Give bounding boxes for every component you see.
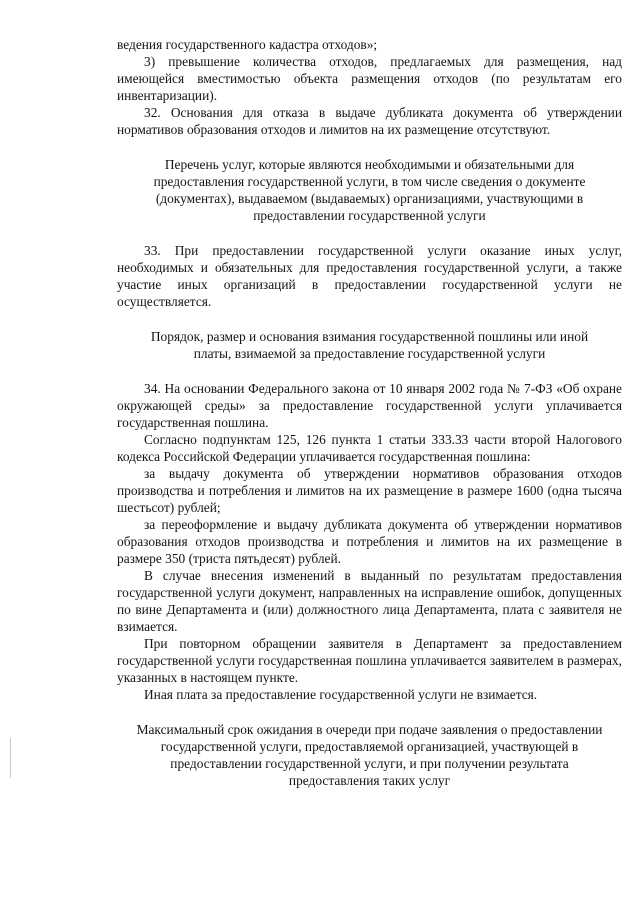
paragraph-no-other-fee: Иная плата за предоставление государственной услуги не взимается. xyxy=(144,687,538,702)
paragraph-item-3: 3) превышение количества отходов, предлагаемых для размещения, над имеющейся вместимостью объекта размещения отходов (по результатам его инвентаризации). xyxy=(117,54,622,103)
paragraph-repeat-application: При повторном обращении заявителя в Департамент за предоставлением государственной услуги государственная пошлина уплачивается заявителем в размерах, указанных в настоящем пункте. xyxy=(117,636,622,685)
section-heading-fees: Порядок, размер и основания взимания государственной пошлины или иной платы, взимаемой за предоставление государственной услуги xyxy=(150,329,589,361)
paragraph-fee-issue: за выдачу документа об утверждении нормативов образования отходов производства и потребления и лимитов на их размещение в размере 1600 (одна тысяча шестьсот) рублей; xyxy=(117,466,622,515)
paragraph-34: 34. На основании Федерального закона от 10 января 2002 года № 7-ФЗ «Об охране окружающей среды» за предоставление государственной услуги уплачивается государственная пошлина. xyxy=(117,381,622,430)
paragraph-32: 32. Основания для отказа в выдаче дубликата документа об утверждении нормативов образования отходов и лимитов на их размещение отсутствуют. xyxy=(117,105,622,137)
paragraph-fee-duplicate: за переоформление и выдачу дубликата документа об утверждении нормативов образования отходов производства и потребления и лимитов на их размещение в размере 350 (триста пятьдесят) рублей. xyxy=(117,517,622,566)
section-heading-queue-time: Максимальный срок ожидания в очереди при подаче заявления о предоставлении государственной услуги, предоставляемой организацией, участвующей в предоставлении государственной услуги, и при получении результата предоставления таких услуг xyxy=(136,722,603,788)
document-page xyxy=(117,36,622,789)
scan-edge-mark xyxy=(10,738,11,778)
section-heading-services: Перечень услуг, которые являются необходимыми и обязательными для предоставления государственной услуги, в том числе сведения о документе (документах), выдаваемом (выдаваемых) организациями, участвующими в предоставлении государственной услуги xyxy=(153,157,586,223)
paragraph-continuation: ведения государственного кадастра отходов»; xyxy=(117,37,378,52)
paragraph-tax-code: Согласно подпунктам 125, 126 пункта 1 статьи 333.33 части второй Налогового кодекса Российской Федерации уплачивается государственная пошлина: xyxy=(117,432,622,464)
paragraph-33: 33. При предоставлении государственной услуги оказание иных услуг, необходимых и обязательных для предоставления государственной услуги, а также участие иных организаций в предоставлении государственной услуги не осуществляется. xyxy=(117,243,622,309)
paragraph-no-fee-corrections: В случае внесения изменений в выданный по результатам предоставления государственной услуги документ, направленных на исправление ошибок, допущенных по вине Департамента и (или) должностного лица Департамента, плата с заявителя не взимается. xyxy=(117,568,622,634)
